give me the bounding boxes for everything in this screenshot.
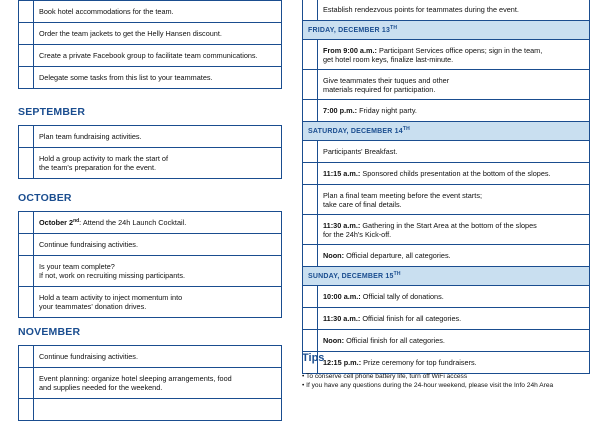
- checkbox[interactable]: [19, 67, 34, 89]
- task-text: 11:15 a.m.: Sponsored childs presentation at the bottom of the slopes.: [318, 163, 590, 185]
- checkbox[interactable]: [303, 308, 318, 330]
- day-header-friday: [303, 21, 590, 40]
- checkbox[interactable]: [303, 286, 318, 308]
- checklist-row: [303, 70, 590, 100]
- task-text: Hold a team activity to inject momentum into your teammates' donation drives.: [34, 287, 282, 318]
- checklist-row: [19, 148, 282, 179]
- checkbox[interactable]: [19, 45, 34, 67]
- checkbox[interactable]: [303, 185, 318, 215]
- checklist-row: [303, 330, 590, 352]
- task-text: Establish rendezvous points for teammates during the event.: [318, 0, 590, 21]
- day-header-sunday: [303, 267, 590, 286]
- task-text: Continue fundraising activities.: [34, 346, 282, 368]
- task-text: Noon: Official finish for all categories.: [318, 330, 590, 352]
- task-text: Participants' Breakfast.: [318, 141, 590, 163]
- checklist-row: [303, 352, 590, 374]
- day-header-text: FRIDAY, DECEMBER 13TH: [303, 21, 590, 40]
- checkbox[interactable]: [19, 287, 34, 318]
- checkbox[interactable]: [19, 23, 34, 45]
- checklist-row: [19, 256, 282, 287]
- task-text: [34, 399, 282, 421]
- checkbox[interactable]: [303, 163, 318, 185]
- task-text: Delegate some tasks from this list to your teammates.: [34, 67, 282, 89]
- checklist-row: [303, 141, 590, 163]
- checkbox[interactable]: [303, 40, 318, 70]
- checklist-row: [303, 245, 590, 267]
- november-checklist: [18, 345, 282, 421]
- checkbox[interactable]: [303, 141, 318, 163]
- day-header-text: SUNDAY, DECEMBER 15TH: [303, 267, 590, 286]
- checkbox[interactable]: [303, 0, 318, 21]
- task-text: Order the team jackets to get the Helly Hansen discount.: [34, 23, 282, 45]
- checklist-row: [19, 212, 282, 234]
- checkbox[interactable]: [303, 100, 318, 122]
- task-text: Hold a group activity to mark the start of the team's preparation for the event.: [34, 148, 282, 179]
- checklist-row: [303, 286, 590, 308]
- checklist-row: [19, 126, 282, 148]
- section-title-september: SEPTEMBER: [18, 106, 86, 118]
- checklist-row: [303, 185, 590, 215]
- task-text: Noon: Official departure, all categories.: [318, 245, 590, 267]
- checklist-row: [303, 163, 590, 185]
- checklist-row: [19, 287, 282, 318]
- checklist-row: [303, 308, 590, 330]
- checkbox[interactable]: [303, 70, 318, 100]
- task-text: Event planning: organize hotel sleeping arrangements, food and supplies needed for the weekend.: [34, 368, 282, 399]
- checkbox[interactable]: [19, 234, 34, 256]
- checkbox[interactable]: [19, 148, 34, 179]
- checklist-row: [19, 234, 282, 256]
- tip-item: • To conserve cell phone battery life, turn off WiFi access: [302, 373, 468, 380]
- checklist-row: [303, 0, 590, 21]
- november-block: [18, 345, 282, 421]
- checklist-row: [303, 40, 590, 70]
- checkbox[interactable]: [19, 1, 34, 23]
- task-text: Give teammates their tuques and other materials required for participation.: [318, 70, 590, 100]
- task-text: Create a private Facebook group to facilitate team communications.: [34, 45, 282, 67]
- checkbox[interactable]: [19, 126, 34, 148]
- task-text: Is your team complete? If not, work on recruiting missing participants.: [34, 256, 282, 287]
- task-text: 7:00 p.m.: Friday night party.: [318, 100, 590, 122]
- task-text: Plan team fundraising activities.: [34, 126, 282, 148]
- august-block: [18, 0, 282, 89]
- checkbox[interactable]: [303, 330, 318, 352]
- task-text: Continue fundraising activities.: [34, 234, 282, 256]
- tip-item: • If you have any questions during the 24-hour weekend, please visit the Info 24h Area: [302, 382, 554, 389]
- task-text: 11:30 a.m.: Official finish for all categories.: [318, 308, 590, 330]
- task-text: 10:00 a.m.: Official tally of donations.: [318, 286, 590, 308]
- checkbox[interactable]: [19, 346, 34, 368]
- checklist-row: [19, 23, 282, 45]
- september-checklist: [18, 125, 282, 179]
- event-schedule: [302, 0, 590, 374]
- tips-title: Tips: [302, 352, 325, 364]
- checkbox[interactable]: [19, 368, 34, 399]
- august-checklist: [18, 0, 282, 89]
- checkbox[interactable]: [19, 399, 34, 421]
- task-text: 12:15 p.m.: Prize ceremony for top fundraisers.: [318, 352, 590, 374]
- checklist-row: [19, 346, 282, 368]
- checkbox[interactable]: [303, 245, 318, 267]
- section-title-november: NOVEMBER: [18, 326, 81, 338]
- checklist-row: [303, 100, 590, 122]
- checkbox[interactable]: [19, 256, 34, 287]
- day-header-text: SATURDAY, DECEMBER 14TH: [303, 122, 590, 141]
- checklist-row: [19, 399, 282, 421]
- checkbox[interactable]: [19, 212, 34, 234]
- checklist-row: [19, 67, 282, 89]
- task-text: Book hotel accommodations for the team.: [34, 1, 282, 23]
- checklist-row: [19, 368, 282, 399]
- tips-list: [302, 372, 553, 390]
- checkbox[interactable]: [303, 215, 318, 245]
- task-text: 11:30 a.m.: Gathering in the Start Area at the bottom of the slopes for the 24h's Kick-off.: [318, 215, 590, 245]
- checklist-row: [19, 1, 282, 23]
- day-header-saturday: [303, 122, 590, 141]
- checklist-row: [303, 215, 590, 245]
- task-text: Plan a final team meeting before the event starts; take care of final details.: [318, 185, 590, 215]
- september-block: [18, 125, 282, 179]
- task-text: From 9:00 a.m.: Participant Services office opens; sign in the team, get hotel room keys, finalize last-minute.: [318, 40, 590, 70]
- section-title-october: OCTOBER: [18, 192, 72, 204]
- october-block: [18, 211, 282, 318]
- task-text: October 2nd: Attend the 24h Launch Cocktail.: [34, 212, 282, 234]
- october-checklist: [18, 211, 282, 318]
- checklist-row: [19, 45, 282, 67]
